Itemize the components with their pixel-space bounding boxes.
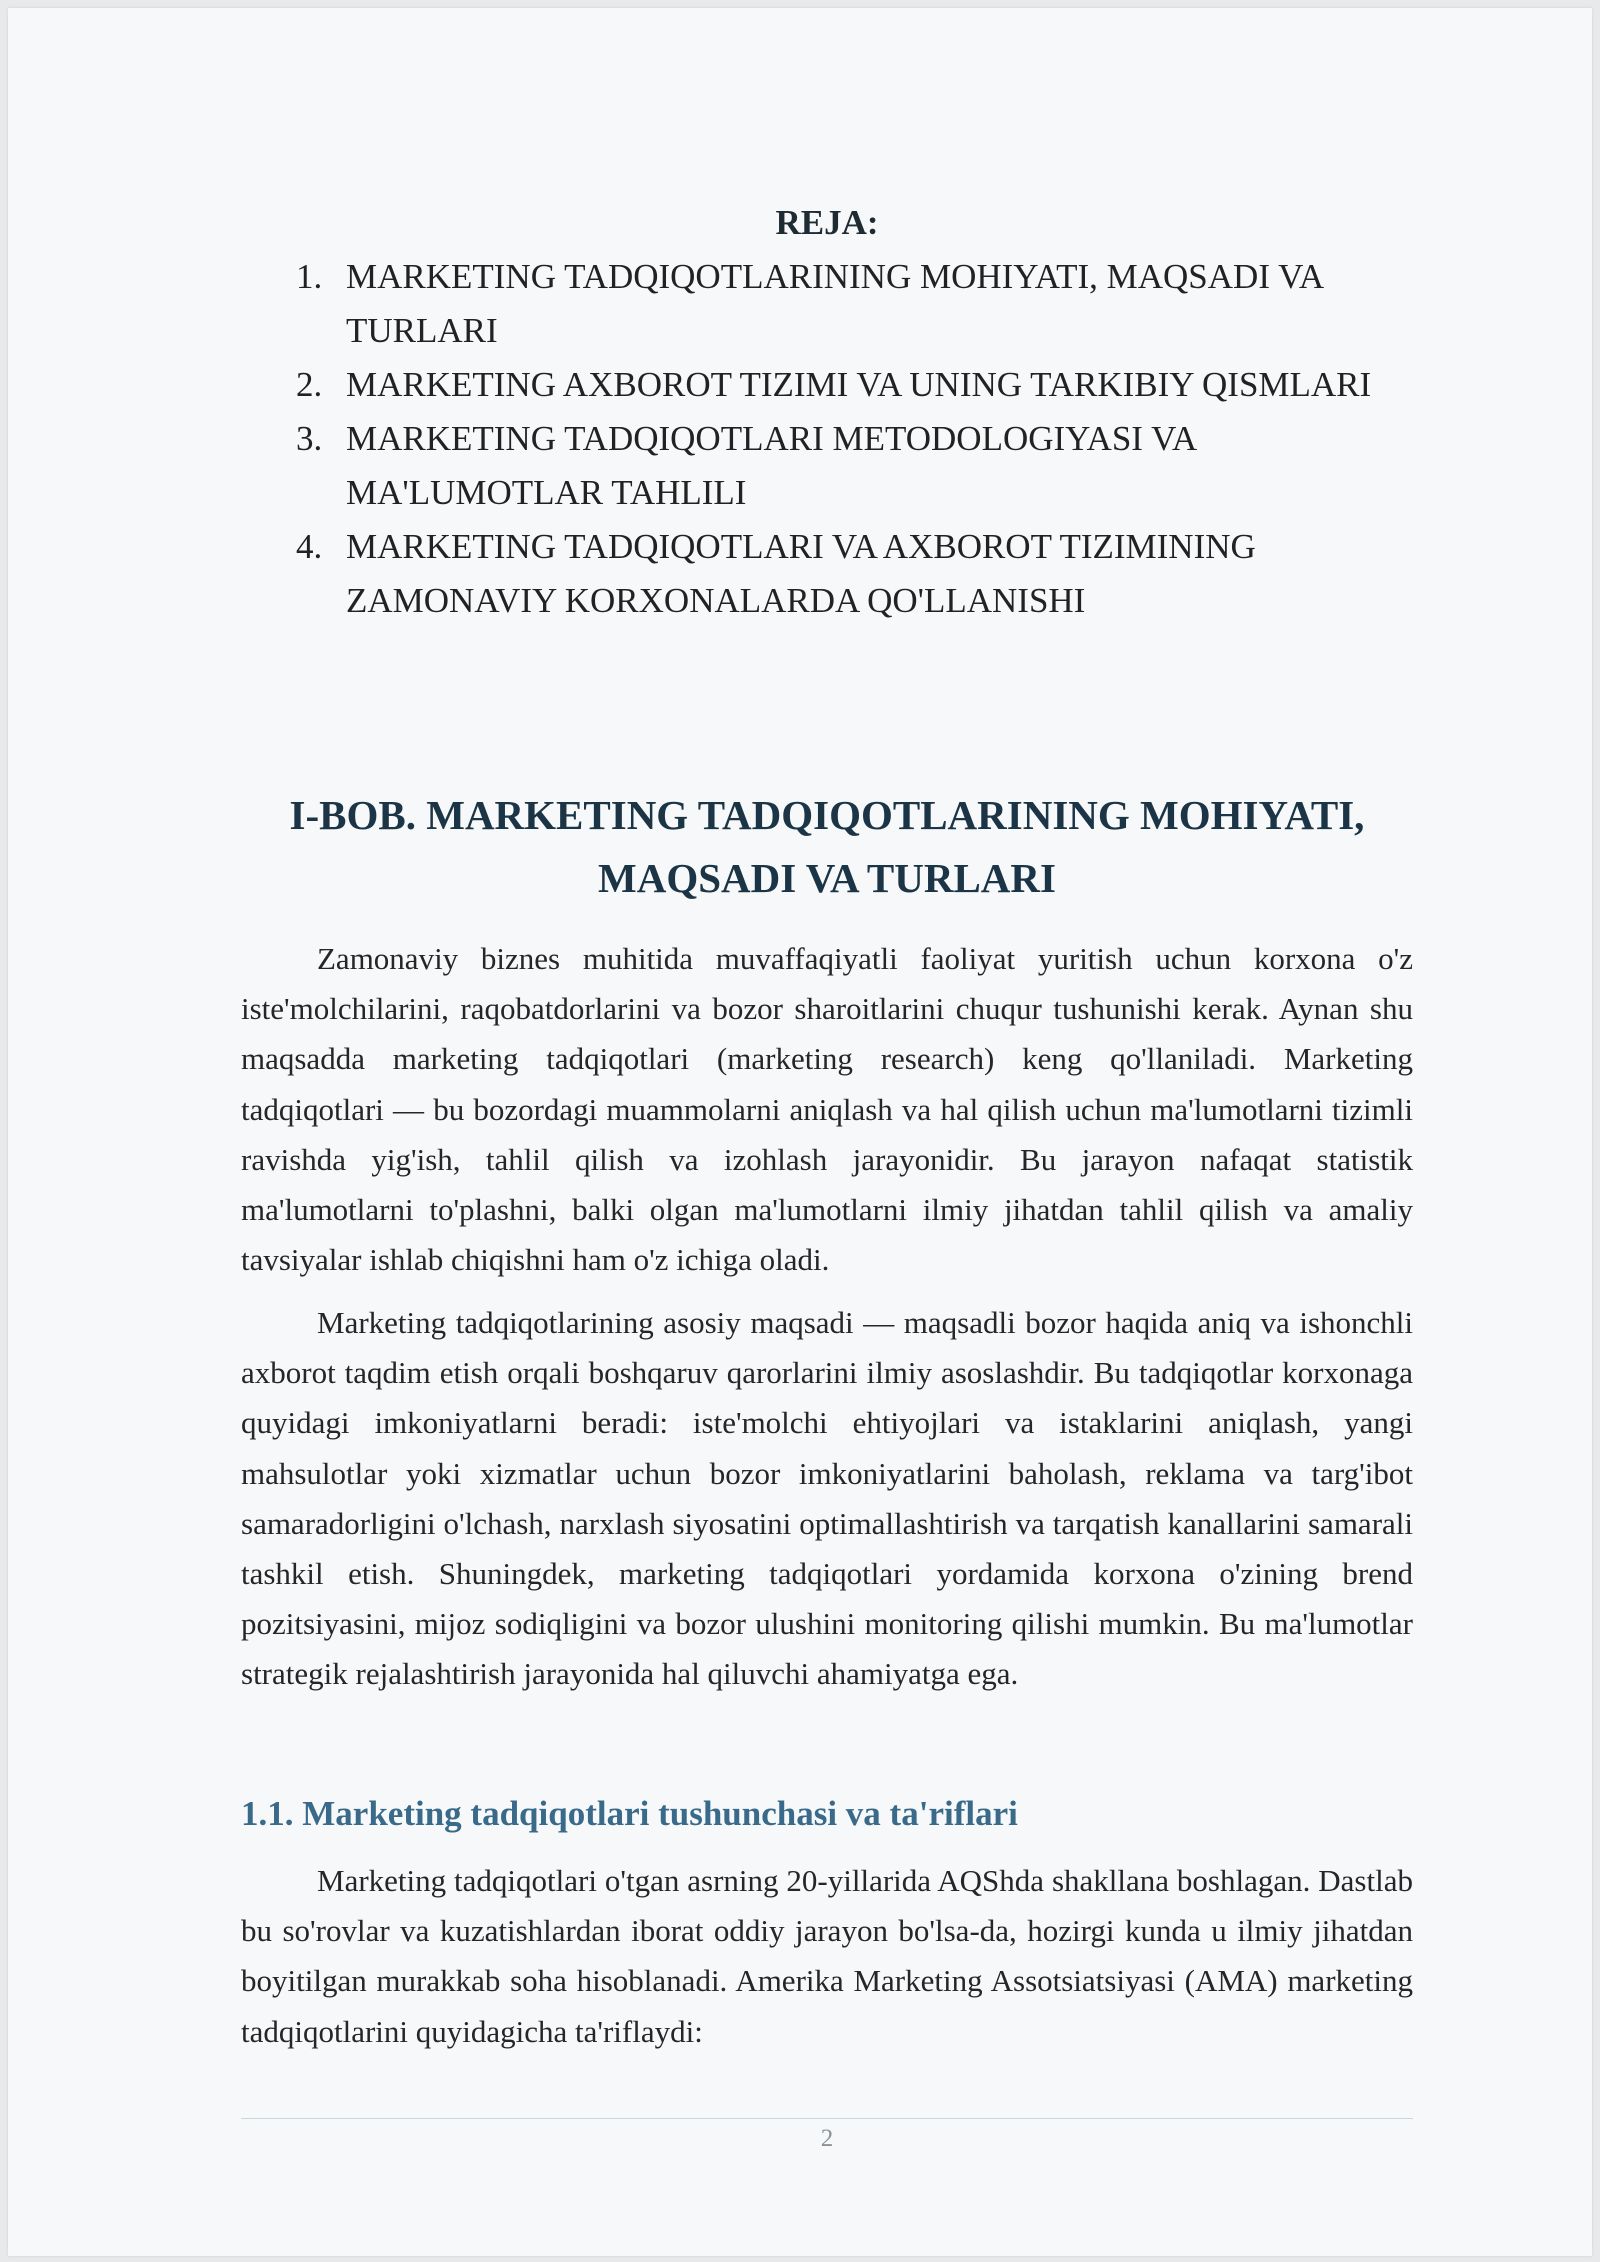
- plan-item: [241, 412, 1413, 520]
- footer-divider: [241, 2118, 1413, 2119]
- chapter-title: I-BOB. MARKETING TADQIQOTLARINING MOHIYATI, MAQSADI VA TURLARI: [289, 792, 1365, 901]
- page-number: 2: [820, 2125, 834, 2152]
- body-paragraph: Zamonaviy biznes muhitida muvaffaqiyatli faoliyat yuritish uchun korxona o'z iste'molchilarini, raqobatdorlarini va bozor sharoitlarini chuqur tushunishi kerak. Aynan shu maqsadda marketing tadqiqotlari (marketing research) keng qo'llaniladi. Marketing tadqiqotlari — bu bozordagi muammolarni aniqlash va hal qilish uchun ma'lumotlarni tizimli ravishda yig'ish, tahlil qilish va izohlash jarayonidir. Bu jarayon nafaqat statistik ma'lumotlarni to'plashni, balki olgan ma'lumotlarni ilmiy jihatdan tahlil qilish va amaliy tavsiyalar ishlab chiqishni ham o'z ichiga oladi.: [241, 941, 1413, 1278]
- plan-item-number: 2.: [296, 365, 323, 404]
- plan-item-number: 4.: [296, 527, 323, 566]
- plan-item-text: MARKETING TADQIQOTLARINING MOHIYATI, MAQSADI VA TURLARI: [346, 257, 1323, 350]
- plan-item: [241, 250, 1413, 358]
- document-page: [8, 8, 1592, 2256]
- plan-item-number: 1.: [296, 257, 323, 296]
- section-title: 1.1. Marketing tadqiqotlari tushunchasi va ta'riflari: [241, 1794, 1018, 1833]
- plan-item-text: MARKETING TADQIQOTLARI METODOLOGIYASI VA MA'LUMOTLAR TAHLILI: [346, 419, 1196, 512]
- plan-list: [241, 250, 1413, 628]
- plan-item-text: MARKETING AXBOROT TIZIMI VA UNING TARKIBIY QISMLARI: [346, 365, 1372, 404]
- plan-item: [241, 358, 1413, 412]
- plan-title: REJA:: [775, 203, 879, 242]
- body-paragraph: Marketing tadqiqotlarining asosiy maqsadi — maqsadli bozor haqida aniq va ishonchli axborot taqdim etish orqali boshqaruv qarorlarini ilmiy asoslashdir. Bu tadqiqotlar korxonaga quyidagi imkoniyatlarni beradi: iste'molchi ehtiyojlari va istaklarini aniqlash, yangi mahsulotlar yoki xizmatlar uchun bozor imkoniyatlarini baholash, reklama va targ'ibot samaradorligini o'lchash, narxlash siyosatini optimallashtirish va tarqatish kanallarini samarali tashkil etish. Shuningdek, marketing tadqiqotlari yordamida korxona o'zining brend pozitsiyasini, mijoz sodiqligini va bozor ulushini monitoring qilishi mumkin. Bu ma'lumotlar strategik rejalashtirish jarayonida hal qiluvchi ahamiyatga ega.: [241, 1305, 1413, 1692]
- plan-item-text: MARKETING TADQIQOTLARI VA AXBOROT TIZIMINING ZAMONAVIY KORXONALARDA QO'LLANISHI: [346, 527, 1256, 620]
- plan-item-number: 3.: [296, 419, 323, 458]
- section-paragraph: Marketing tadqiqotlari o'tgan asrning 20-yillarida AQShda shakllana boshlagan. Dastlab bu so'rovlar va kuzatishlardan iborat oddiy jarayon bo'lsa-da, hozirgi kunda u ilmiy jihatdan boyitilgan murakkab soha hisoblanadi. Amerika Marketing Assotsiatsiyasi (AMA) marketing tadqiqotlarini quyidagicha ta'riflaydi:: [241, 1863, 1413, 2049]
- plan-item: [241, 520, 1413, 628]
